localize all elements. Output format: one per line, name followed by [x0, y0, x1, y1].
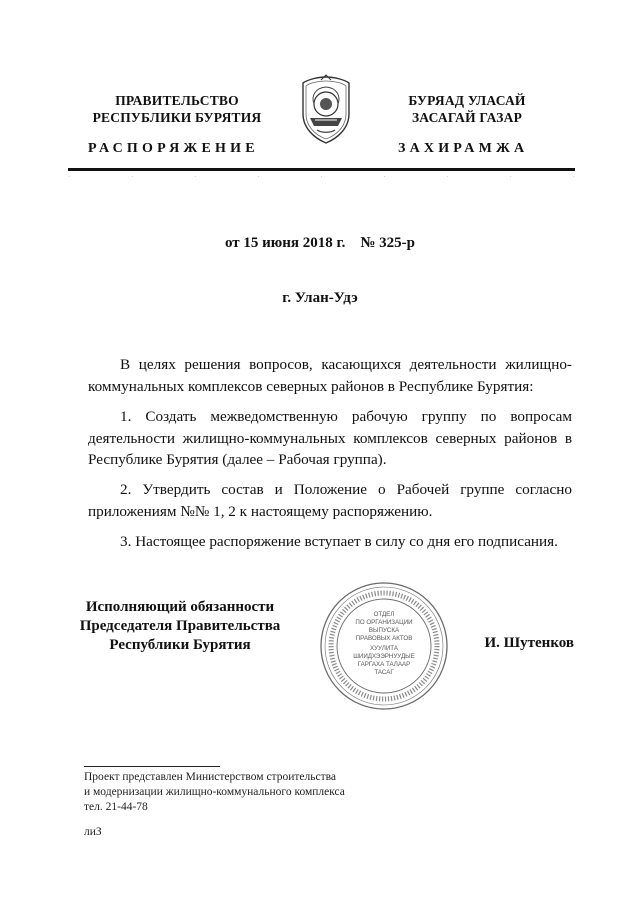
- header-left: [72, 92, 282, 126]
- seal-line3: ВЫПУСКА: [368, 627, 400, 634]
- seal-line5: ХУУЛИТА: [370, 645, 398, 652]
- document-date-number: от 15 июня 2018 г. № 325-р: [224, 235, 416, 251]
- coat-of-arms-icon: [297, 74, 355, 146]
- official-seal: [318, 580, 450, 712]
- footer-line1: Проект представлен Министерством строительства: [84, 771, 337, 783]
- footer-line2: и модернизации жилищно-коммунального комплекса: [84, 786, 345, 798]
- header-left-line2: РЕСПУБЛИКИ БУРЯТИЯ: [92, 110, 262, 125]
- footer-code: лиЗ: [84, 826, 102, 838]
- paragraph-preamble: В целях решения вопросов, касающихся деятельности жилищно-коммунальных комплексов северных районов в Республике Бурятия:: [88, 356, 572, 395]
- footer-note: [84, 770, 345, 815]
- seal-line8: ТАСАГ: [374, 669, 394, 676]
- header-left-line1: ПРАВИТЕЛЬСТВО: [115, 93, 239, 108]
- signatory-name: И. Шутенков: [484, 635, 574, 651]
- paragraph-item-1: 1. Создать межведомственную рабочую группу по вопросам деятельности жилищно-коммунальных комплексов северных районов в Республике Бурятия (далее – Рабочая группа).: [88, 408, 572, 468]
- seal-line2: ПО ОРГАНИЗАЦИИ: [355, 619, 413, 626]
- seal-line1: ОТДЕЛ: [373, 611, 395, 618]
- footer-divider: [84, 766, 220, 767]
- signatory-title-line3: Республики Бурятия: [109, 637, 251, 653]
- signatory-title-line2: Председателя Правительства: [79, 618, 281, 634]
- order-title-ru: РАСПОРЯЖЕНИЕ: [88, 141, 259, 156]
- signatory-title-line1: Исполняющий обязанности: [85, 599, 275, 615]
- header-right-line2: ЗАСАГАЙ ГАЗАР: [411, 110, 523, 125]
- seal-line6: ШИИДХЭЭРНУУДЫЕ: [353, 653, 415, 660]
- header-right-line1: БУРЯАД УЛАСАЙ: [408, 93, 526, 108]
- paragraph-item-3: 3. Настоящее распоряжение вступает в силу со дня его подписания.: [120, 533, 558, 550]
- paragraph-item-2: 2. Утвердить состав и Положение о Рабочей группе согласно приложениям №№ 1, 2 к настоящему распоряжению.: [88, 481, 572, 520]
- order-title-bua: ЗАХИРАМЖА: [398, 141, 529, 156]
- footer-phone: тел. 21-44-78: [84, 801, 148, 813]
- header-right: [362, 92, 572, 126]
- header-dot-rule: · · · · · · · · ·: [68, 173, 575, 181]
- document-city: г. Улан-Удэ: [282, 290, 358, 306]
- signatory-title: [70, 598, 290, 655]
- header-divider: [68, 168, 575, 171]
- seal-line4: ПРАВОВЫХ АКТОВ: [355, 635, 413, 642]
- seal-line7: ГАРГАХА ТАЛААР: [357, 661, 411, 668]
